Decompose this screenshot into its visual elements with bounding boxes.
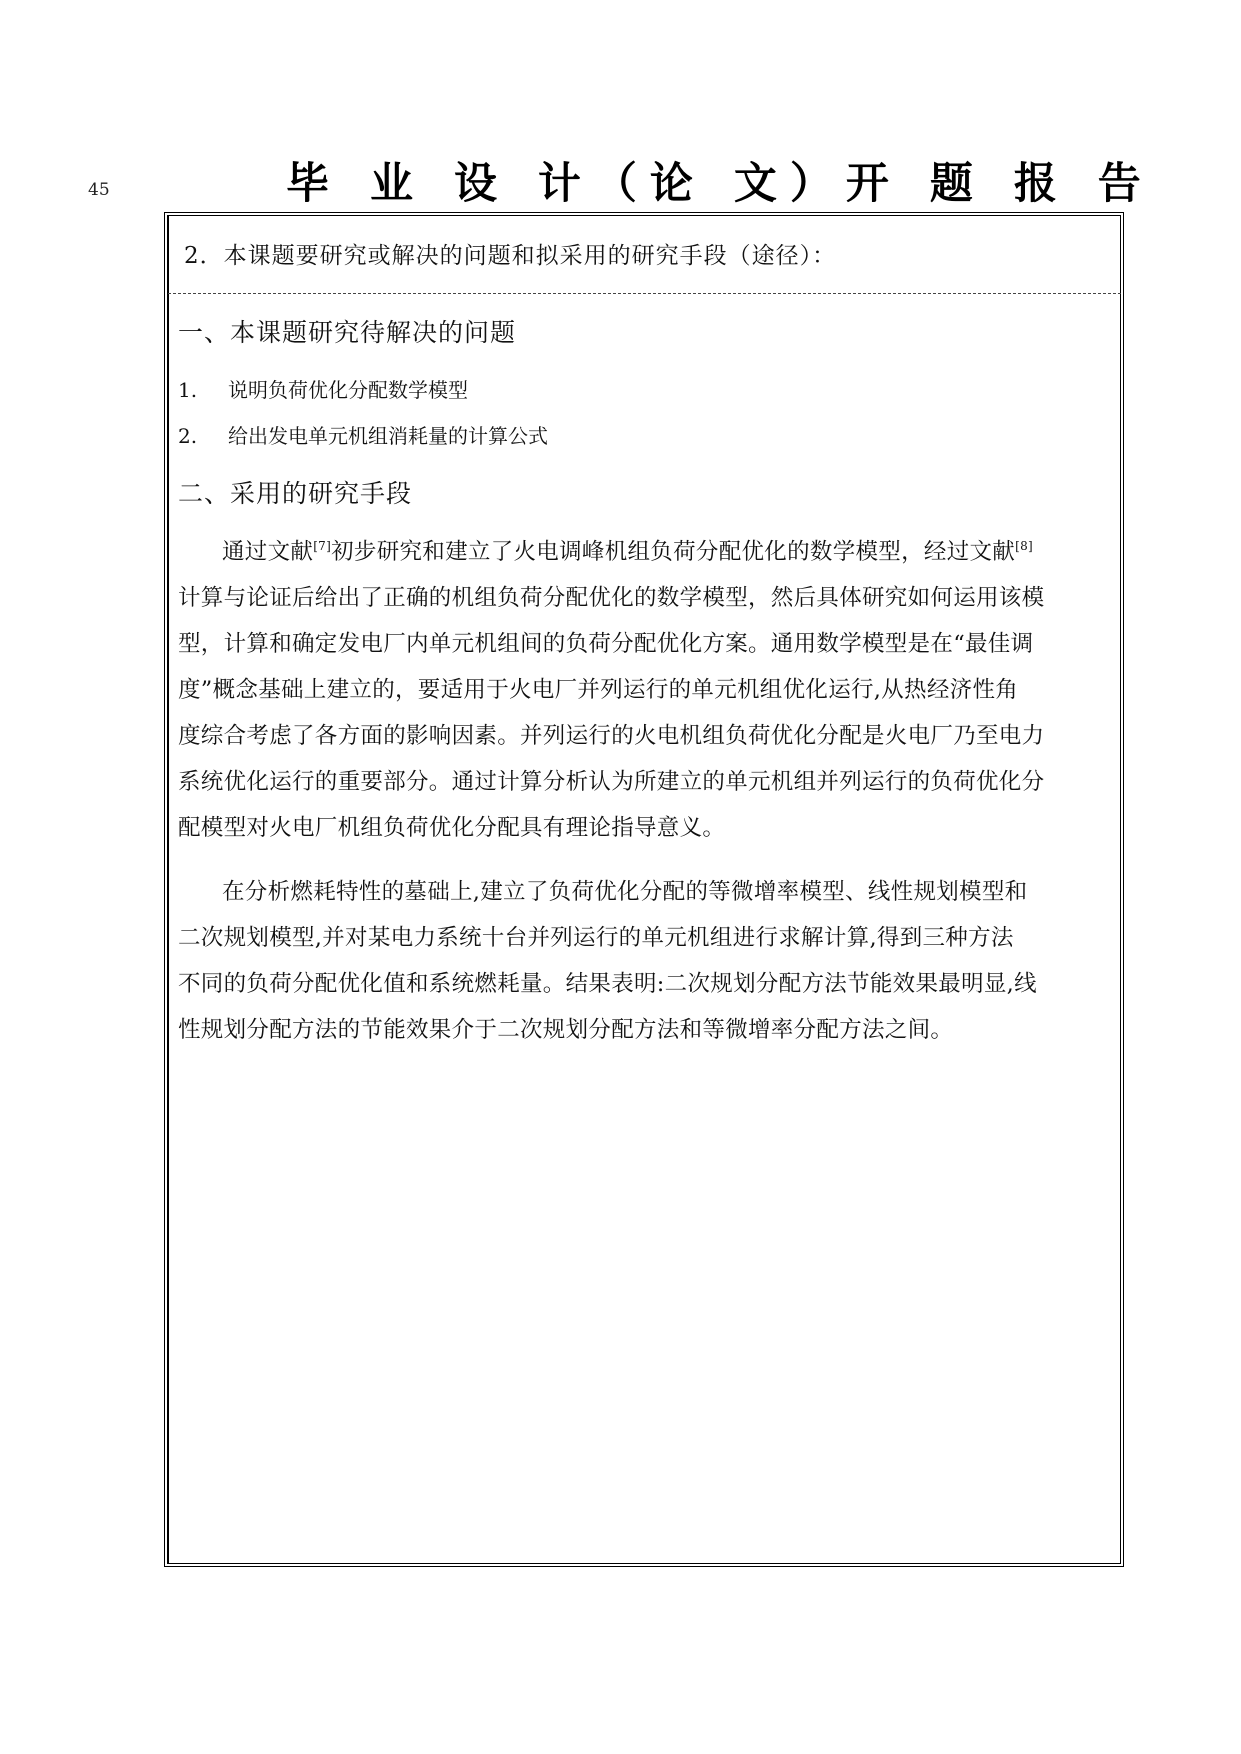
list-item-text: 说明负荷优化分配数学模型 [228,378,468,402]
list-item [178,374,468,403]
dashed-divider [168,293,1121,294]
paragraph1-line: 计算与论证后给出了正确的机组负荷分配优化的数学模型，然后具体研究如何运用该模 [178,585,1045,611]
part1-heading: 一、本课题研究待解决的问题 [178,318,517,347]
paragraph2-line: 二次规划模型,并对某电力系统十台并列运行的单元机组进行求解计算,得到三种方法 [178,925,1014,951]
list-item-text: 给出发电单元机组消耗量的计算公式 [228,424,548,448]
paragraph2-line: 不同的负荷分配优化值和系统燃耗量。结果表明:二次规划分配方法节能效果最明显,线 [178,971,1037,997]
paragraph1-text: 初步研究和建立了火电调峰机组负荷分配优化的数学模型，经过文献 [331,539,1016,565]
section-heading: 2．本课题要研究或解决的问题和拟采用的研究手段（途径）： [184,243,837,269]
citation-ref: [8] [1015,539,1034,553]
list-item-number: 2. [178,424,198,448]
report-title: 毕 业 设 计（论 文）开 题 报 告 [286,159,1154,209]
list-item-number: 1. [178,378,198,402]
paragraph2-line: 在分析燃耗特性的墓础上,建立了负荷优化分配的等微增率模型、线性规划模型和 [222,879,1028,905]
page-number: 45 [88,180,110,200]
citation-ref: [7] [313,539,332,553]
paragraph1-line: 型，计算和确定发电厂内单元机组间的负荷分配优化方案。通用数学模型是在“最佳调 [178,631,1034,657]
part2-heading: 二、采用的研究手段 [178,479,413,508]
paragraph1-line: 配模型对火电厂机组负荷优化分配具有理论指导意义。 [178,815,726,841]
paragraph1-line: 系统优化运行的重要部分。通过计算分析认为所建立的单元机组并列运行的负荷优化分 [178,769,1045,795]
paragraph1-text: 通过文献 [222,539,314,565]
list-item [178,420,548,449]
paragraph1-line [222,534,1033,566]
paragraph2-line: 性规划分配方法的节能效果介于二次规划分配方法和等微增率分配方法之间。 [178,1017,954,1043]
paragraph1-line: 度”概念基础上建立的，要适用于火电厂并列运行的单元机组优化运行,从热经济性角 [178,677,1019,703]
paragraph1-line: 度综合考虑了各方面的影响因素。并列运行的火电机组负荷优化分配是火电厂乃至电力 [178,723,1045,749]
